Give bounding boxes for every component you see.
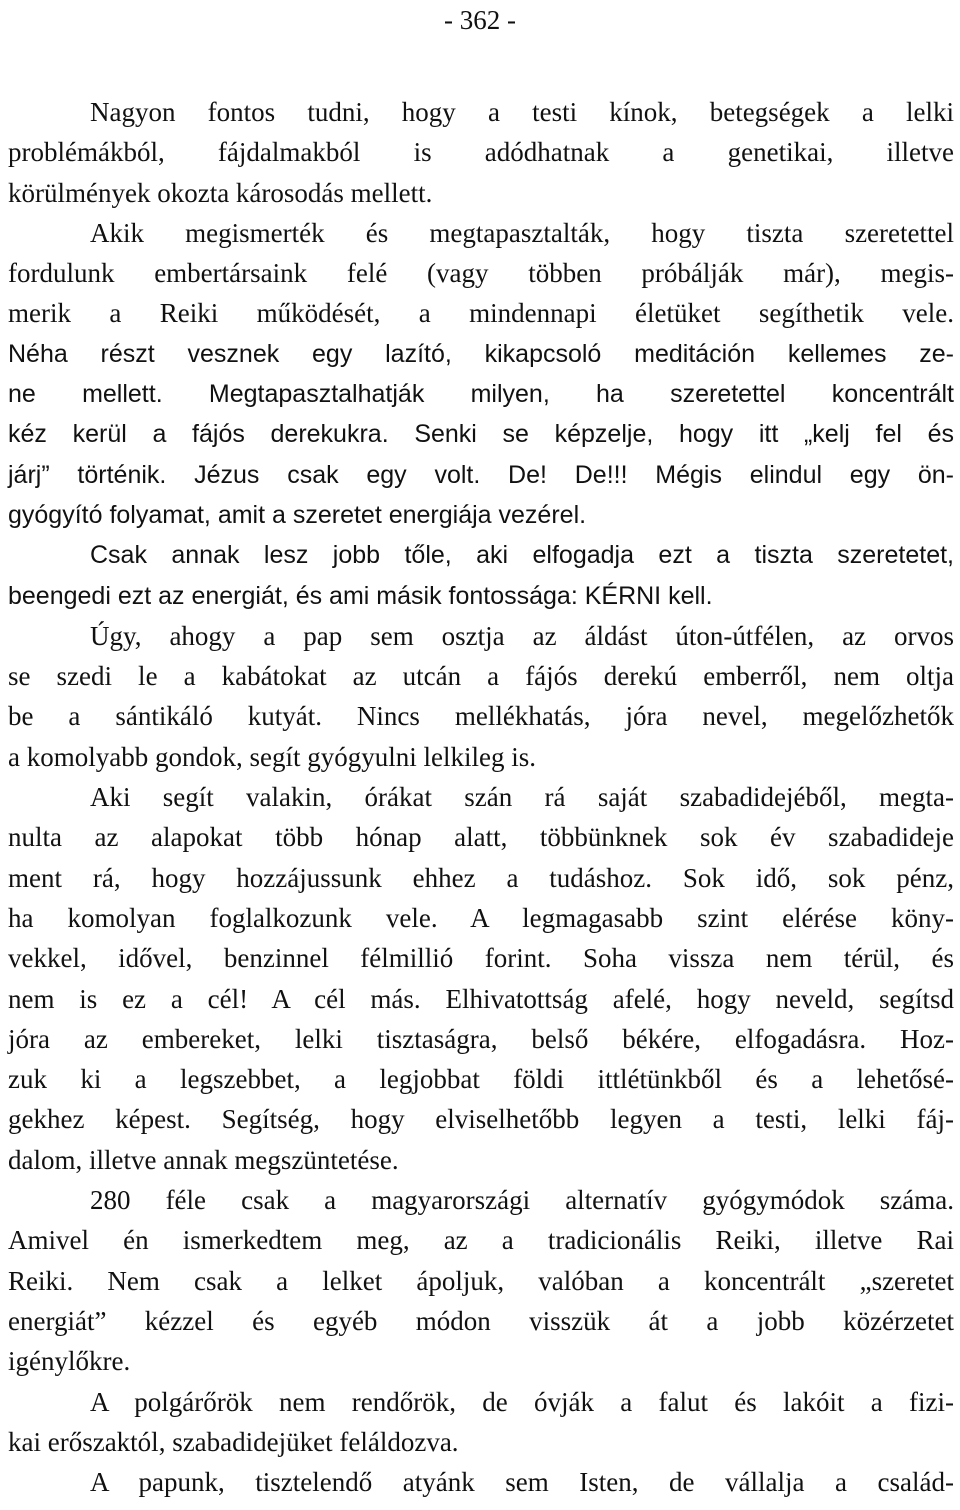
text-line: járj” történik. Jézus csak egy volt. De! De!!! Mégis elindul egy ön- — [8, 460, 954, 489]
text-line: körülmények okozta károsodás mellett. — [8, 177, 433, 208]
page-number: - 362 - — [444, 5, 516, 35]
text-line: Úgy, ahogy a pap sem osztja az áldást úton-útfélen, az orvos — [90, 620, 954, 651]
text-line: beengedi ezt az energiát, és ami másik fontossága: KÉRNI kell. — [8, 581, 713, 610]
text-line: merik a Reiki működését, a mindennapi életüket segíthetik vele. — [8, 298, 954, 329]
text-line: be a sántikáló kutyát. Nincs mellékhatás, jóra nevel, megelőzhetők — [8, 701, 954, 732]
text-line: Amivel én ismerkedtem meg, az a tradicionális Reiki, illetve Rai — [8, 1225, 954, 1256]
text-line: 280 féle csak a magyarországi alternatív gyógymódok száma. — [90, 1185, 954, 1216]
text-line: gyógyító folyamat, amit a szeretet energiája vezérel. — [8, 500, 587, 529]
text-line: zuk ki a legszebbet, a legjobbat földi ittlétünkből és a lehetősé- — [8, 1064, 954, 1095]
text-line: Reiki. Nem csak a lelket ápoljuk, valóban a koncentrált „szeretet — [8, 1265, 954, 1296]
text-line: Aki segít valakin, órákat szán rá saját szabadidejéből, megta- — [90, 782, 954, 813]
text-line: ne mellett. Megtapasztalhatják milyen, ha szeretettel koncentrált — [8, 380, 954, 409]
text-line: Csak annak lesz jobb tőle, aki elfogadja ezt a tiszta szeretetet, — [90, 541, 954, 570]
text-line: nulta az alapokat több hónap alatt, többünknek sok év szabadideje — [8, 822, 954, 853]
text-line: jóra az embereket, lelki tisztaságra, belső békére, elfogadásra. Hoz- — [8, 1023, 954, 1054]
body-text — [8, 92, 954, 1502]
text-line: se szedi le a kabátokat az utcán a fájós derekú emberről, nem oltja — [8, 661, 954, 692]
text-line: kéz kerül a fájós derekukra. Senki se képzelje, hogy itt „kelj fel és — [8, 420, 954, 449]
text-line: nem is ez a cél! A cél más. Elhivatottság afelé, hogy neveld, segítsd — [8, 983, 954, 1014]
text-line: A papunk, tisztelendő atyánk sem Isten, de vállalja a család- — [90, 1467, 954, 1498]
text-line: igénylőkre. — [8, 1346, 131, 1377]
text-line: gekhez képest. Segítség, hogy elviselhetőbb legyen a testi, lelki fáj- — [8, 1104, 954, 1135]
text-line: Nagyon fontos tudni, hogy a testi kínok, betegségek a lelki — [90, 97, 954, 127]
text-line: Akik megismerték és megtapasztalták, hogy tiszta szeretettel — [90, 217, 954, 248]
text-line: fordulunk embertársaink felé (vagy többen próbálják már), megis- — [8, 258, 954, 289]
text-line: energiát” kézzel és egyéb módon visszük át a jobb közérzetet — [8, 1305, 954, 1336]
text-line: A polgárőrök nem rendőrök, de óvják a falut és lakóit a fizi- — [90, 1386, 954, 1417]
text-line: kai erőszaktól, szabadidejüket feláldozva. — [8, 1426, 459, 1457]
text-line: ha komolyan foglalkozunk vele. A legmagasabb szint elérése köny- — [8, 902, 954, 933]
text-line: a komolyabb gondok, segít gyógyulni lelkileg is. — [8, 741, 536, 772]
text-line: Néha részt vesznek egy lazító, kikapcsoló meditáción kellemes ze- — [8, 339, 954, 368]
text-line: dalom, illetve annak megszüntetése. — [8, 1144, 399, 1175]
text-line: problémákból, fájdalmakból is adódhatnak a genetikai, illetve — [8, 137, 954, 168]
text-line: ment rá, hogy hozzájussunk ehhez a tudáshoz. Sok idő, sok pénz, — [8, 862, 954, 893]
text-line: vekkel, idővel, benzinnel félmillió forint. Soha vissza nem térül, és — [8, 943, 954, 974]
